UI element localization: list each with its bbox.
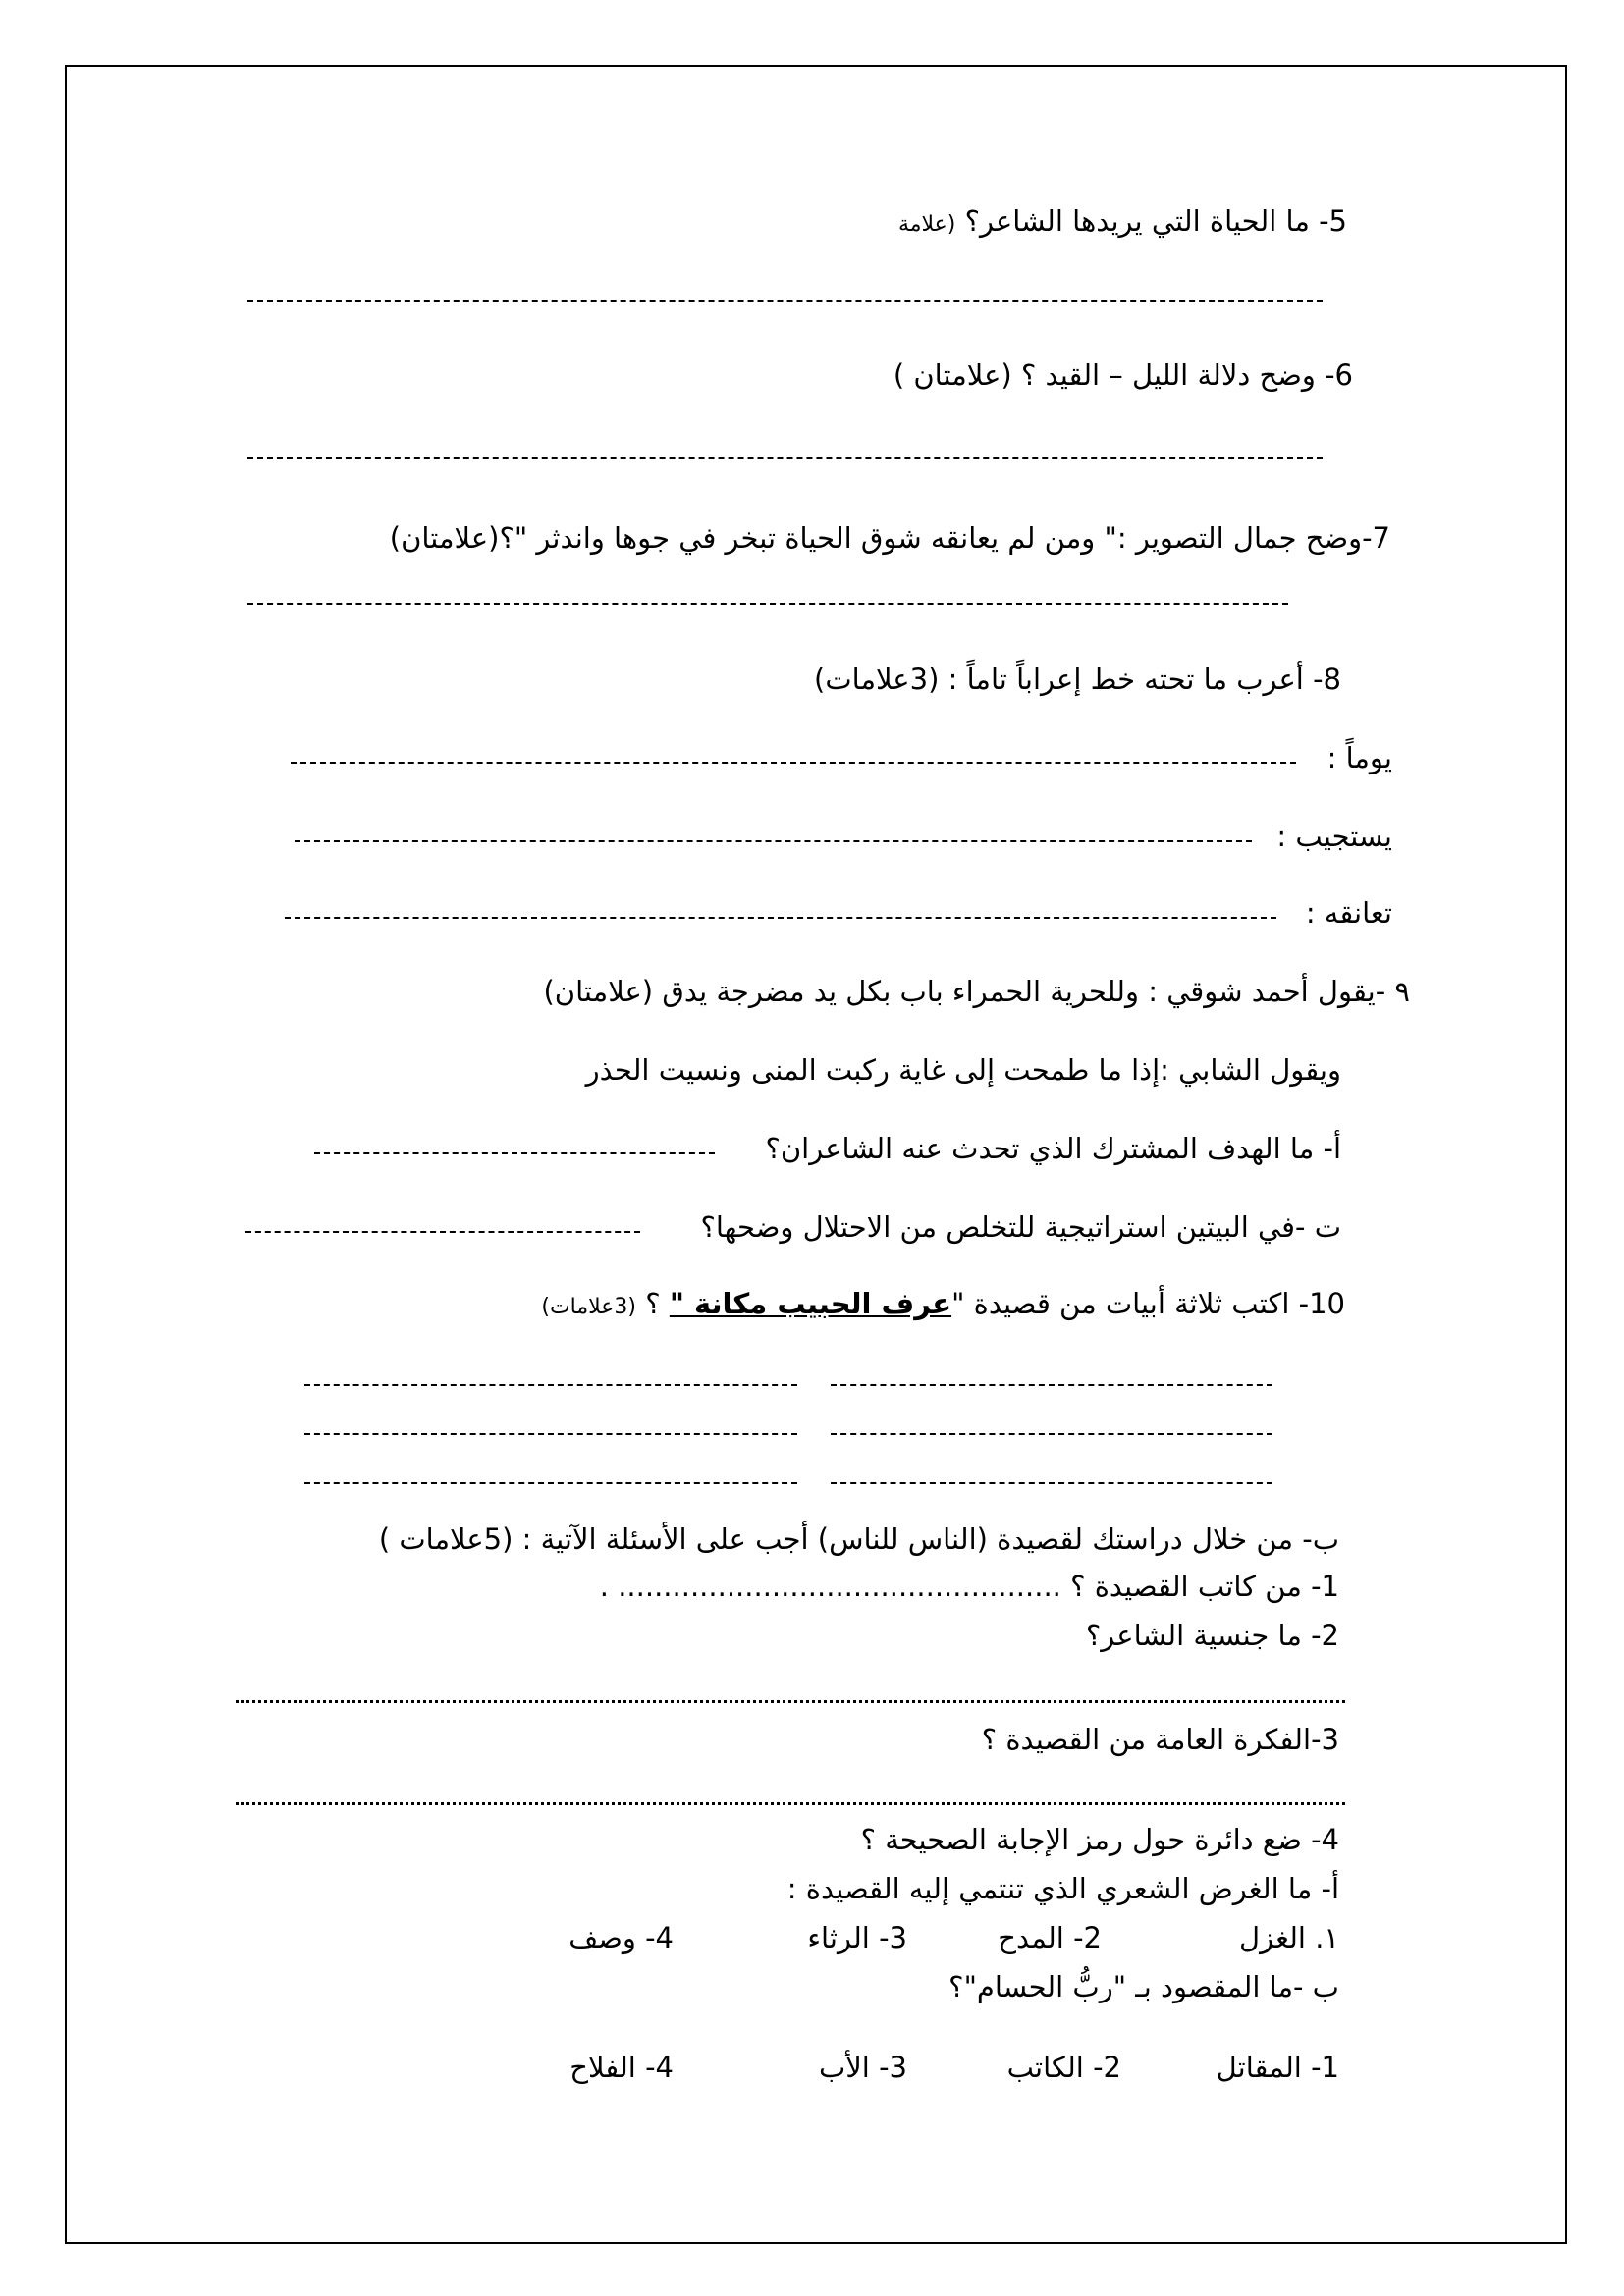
part-b-intro: ب- من خلال دراستك لقصيدة (الناس للناس) أجب على الأسئلة الآتية : (5علامات ) xyxy=(378,1522,1339,1556)
verse-line[interactable] xyxy=(831,1384,1272,1386)
option-fighter[interactable]: 1- المقاتل xyxy=(1216,2051,1339,2084)
verse-line[interactable] xyxy=(831,1482,1272,1484)
option-wasf[interactable]: 4- وصف xyxy=(568,1921,674,1954)
part-b-q1-text: 1- من كاتب القصيدة ؟ xyxy=(1070,1570,1339,1603)
answer-line[interactable] xyxy=(291,762,1296,764)
verse-line[interactable] xyxy=(304,1384,797,1386)
answer-line[interactable] xyxy=(245,1231,640,1233)
option-madh[interactable]: 2- المدح xyxy=(998,1921,1102,1954)
question-6 xyxy=(893,355,1353,395)
part-b-q2: 2- ما جنسية الشاعر؟ xyxy=(1085,1619,1339,1652)
question-10 xyxy=(541,1284,1345,1327)
answer-line[interactable] xyxy=(314,1152,715,1154)
part-b-q4a: أ- ما الغرض الشعري الذي تنتمي إليه القصيدة : xyxy=(786,1872,1339,1905)
question-9-a: أ- ما الهدف المشترك الذي تحدث عنه الشاعران؟ xyxy=(765,1132,1341,1165)
question-9: ٩ -يقول أحمد شوقي : وللحرية الحمراء باب بكل يد مضرجة يدق (علامتان) xyxy=(543,975,1410,1008)
question-9-t: ت -في البيتين استراتيجية للتخلص من الاحتلال وضحها؟ xyxy=(700,1210,1341,1244)
question-8 xyxy=(814,660,1341,699)
option-writer[interactable]: 2- الكاتب xyxy=(1006,2051,1121,2084)
part-b-q4b: ب -ما المقصود بـ "ربُّ الحسام"؟ xyxy=(948,1970,1339,2003)
parse-word-3: تعانقه : xyxy=(1305,896,1392,930)
question-10-suffix: ؟ xyxy=(645,1287,670,1320)
answer-line[interactable] xyxy=(247,457,1323,459)
question-8-text: 8- أعرب ما تحته خط إعراباً تاماً : (3علامات) xyxy=(814,663,1341,696)
question-5-marks: (علامة xyxy=(897,212,956,237)
part-b-q1 xyxy=(600,1567,1339,1606)
answer-line[interactable] xyxy=(295,840,1252,842)
part-b-q3: 3-الفكرة العامة من القصيدة ؟ xyxy=(981,1723,1339,1756)
verse-line[interactable] xyxy=(831,1433,1272,1435)
question-10-marks: (3علامات) xyxy=(541,1295,636,1319)
answer-line[interactable] xyxy=(236,1802,1345,1805)
answer-line[interactable] xyxy=(285,917,1276,919)
parse-word-1: يوماً : xyxy=(1326,741,1392,774)
answer-line[interactable] xyxy=(247,603,1288,605)
answer-line[interactable] xyxy=(247,300,1323,302)
question-6-marks: (علامتان ) xyxy=(893,358,1012,392)
verse-line[interactable] xyxy=(304,1482,797,1484)
question-7 xyxy=(390,518,1390,558)
option-farmer[interactable]: 4- الفلاح xyxy=(569,2051,674,2084)
option-ghazal[interactable]: ١. الغزل xyxy=(1239,1921,1339,1954)
question-7-text: 7-وضح جمال التصوير :" ومن لم يعانقه شوق الحياة تبخر في جوها واندثر "؟(علامتان) xyxy=(389,521,1390,555)
answer-line[interactable] xyxy=(236,1700,1345,1703)
question-9-verse-2: ويقول الشابي :إذا ما طمحت إلى غاية ركبت المنى ونسيت الحذر xyxy=(585,1053,1341,1087)
question-5 xyxy=(898,201,1347,244)
poem-title: عرف الحبيب مكانة " xyxy=(669,1287,952,1320)
answer-dots[interactable]: ................................................. . xyxy=(599,1570,1061,1603)
question-5-text: 5- ما الحياة التي يريدها الشاعر؟ xyxy=(964,204,1347,238)
parse-word-2: يستجيب : xyxy=(1276,820,1392,853)
question-6-text: 6- وضح دلالة الليل – القيد ؟ xyxy=(1020,358,1353,392)
option-ritha[interactable]: 3- الرثاء xyxy=(807,1921,907,1954)
verse-line[interactable] xyxy=(304,1433,797,1435)
part-b-q4: 4- ضع دائرة حول رمز الإجابة الصحيحة ؟ xyxy=(860,1823,1339,1856)
option-father[interactable]: 3- الأب xyxy=(818,2051,907,2084)
question-10-prefix: 10- اكتب ثلاثة أبيات من قصيدة " xyxy=(951,1287,1345,1320)
